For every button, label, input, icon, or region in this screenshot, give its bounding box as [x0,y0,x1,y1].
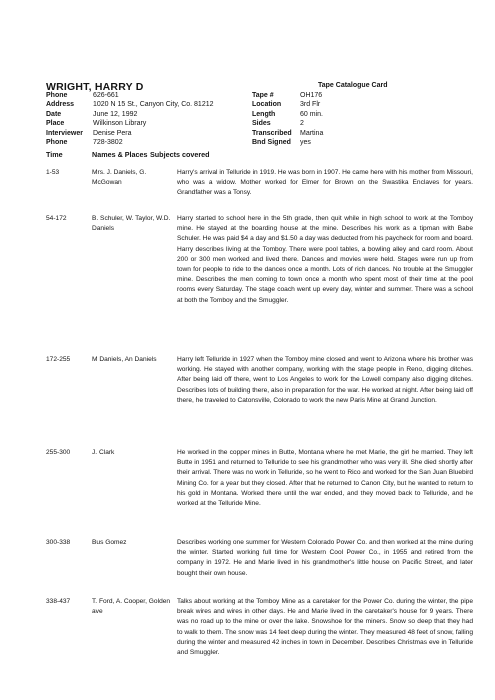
meta-row-address [46,100,246,109]
meta-value: yes [300,138,311,146]
meta-value: OH176 [300,92,323,99]
names-column-header: Names & Places [92,150,148,159]
meta-value: June 12, 1992 [93,110,138,118]
entry-time: 338-437 [46,598,71,605]
meta-row-place [46,119,246,128]
entry-subjects: Harry's arrival in Telluride in 1919. He was born in 1907. He came here with his mother from Missouri, who was a widow. Mother worked for Elmer for Brown on the Swastika Enclaves for years. Grandfather was a Tonsy. [177,169,473,197]
entry-names: J. Clark [92,449,115,456]
entry-subjects: He worked in the copper mines in Butte, Montana where he met Marie, the girl he married. They left Butte in 1951 and returned to Telluride to see his grandmother who was very ill. She died shortly after their arrival. There was no work in Telluride, so he went to Rico and worked for the San Juan Bluebird Mining Co. for a year but they closed. After that he returned to Canon City, but he wanted to return to his gold in Montana. Worked there until the war ended, and they moved back to Telluride, and he worked at the Telluride Mine. [177,449,473,508]
entry-time: 255-300 [46,449,71,456]
entry-names: M Daniels, An Daniels [92,356,157,363]
meta-value: 1020 N 15 St., Canyon City, Co. 81212 [93,101,214,109]
meta-label: Bnd Signed [252,138,291,146]
meta-row-sides [252,119,452,128]
document-type: Tape Catalogue Card [318,82,388,89]
meta-label: Interviewer [46,129,83,137]
entry-subjects: Talks about working at the Tomboy Mine as a caretaker for the Power Co. during the winter, the pipe break wires and wires in other days. He and Marie lived in the caretaker's house for 9 years. There was no road up to the mine or over the lake. Snowshoe for the miners. Snow so deep that they had to walk to them. The snow was 14 feet deep during the winter. They measured 48 feet of snow, falling during the winter and measured 42 inches in town in December. Describes Christmas eve in Telluride and Smuggler. [177,598,473,657]
time-column-header: Time [46,150,63,159]
entry-time: 1-53 [46,169,60,176]
meta-label: Phone [46,92,68,99]
meta-label: Address [46,101,75,109]
meta-row-phone [46,91,246,100]
meta-value: 626-661 [93,92,119,99]
meta-value: 728-3802 [93,138,123,146]
tape-details [252,91,452,147]
meta-value: 3rd Flr [300,101,321,109]
meta-label: Phone [46,138,68,146]
meta-label: Length [252,110,276,118]
entry-time: 300-338 [46,539,71,546]
meta-label: Location [252,101,282,109]
entry-names: Bus Gomez [92,539,127,546]
interview-details [46,91,246,147]
meta-label: Transcribed [252,129,292,137]
meta-row-signed [252,138,452,147]
meta-label: Sides [252,120,271,128]
entry-names: T. Ford, A. Cooper, Golden ave [92,598,171,615]
meta-value: Wilkinson Library [93,120,147,128]
entry-names: Mrs. J. Daniels, G. McGowan [92,169,147,186]
meta-label: Place [46,120,65,128]
interviewee-name: WRIGHT, HARRY D [46,81,144,93]
meta-value: 2 [300,120,304,128]
entry-names: B. Schuler, W. Taylor, W.D. Daniels [92,215,171,232]
meta-row-date [46,110,246,119]
entry-time: 54-172 [46,215,67,222]
subjects-column-header: Subjects covered [150,150,210,159]
meta-row-transcribed [252,129,452,138]
entry-subjects: Harry started to school here in the 5th grade, then quit while in high school to work at the Tomboy mine. He stayed at the boarding house at the mine. Describes his work as a tipman with Babe Schuler. He was paid $4 a day and $1.50 a day was deducted from his paycheck for room and board. Harry describes living at the Tomboy. There were pool tables, a bowling alley and card room. About 200 or 300 men worked and lived there. Dances and movies were held. Stages were run up from town for people to ride to the dances once a month. Lots of rich dances. No trouble at the Smuggler mine. Describes the men coming to town once a month who spent most of their time at the pool rooms every Saturday. The stage coach went up every day, winter and summer. There was a school at both the Tomboy and the Smuggler. [177,215,473,304]
meta-value: 60 min. [300,110,323,118]
entry-time: 172-255 [46,356,71,363]
meta-row-location [252,100,452,109]
meta-row-length [252,110,452,119]
meta-value: Denise Pera [93,129,132,137]
meta-value: Martina [300,129,324,137]
meta-label: Tape # [252,92,274,99]
meta-row-tape [252,91,452,100]
meta-row-interviewer [46,129,246,138]
entry-subjects: Describes working one summer for Western Colorado Power Co. and then worked at the mine during the winter. Started working full time for Western Cool Power Co., in 1955 and retired from the company in 1972. He and Marie lived in his grandmother's little house on Pacific Street, and later bought their own house. [177,539,473,577]
entry-subjects: Harry left Telluride in 1927 when the Tomboy mine closed and went to Arizona where his brother was working. He stayed with another company, working with the stage people in Reno, digging ditches. After being laid off there, went to Los Angeles to work for the Lowell company also digging ditches. Describes lots of building there, also in preparation for the war. He worked at night. After being laid off there, he traveled to Catonsville, Colorado to work the new Paris Mine at Grand Junction. [177,356,473,404]
meta-label: Date [46,110,62,118]
meta-row-interviewer-phone [46,138,246,147]
